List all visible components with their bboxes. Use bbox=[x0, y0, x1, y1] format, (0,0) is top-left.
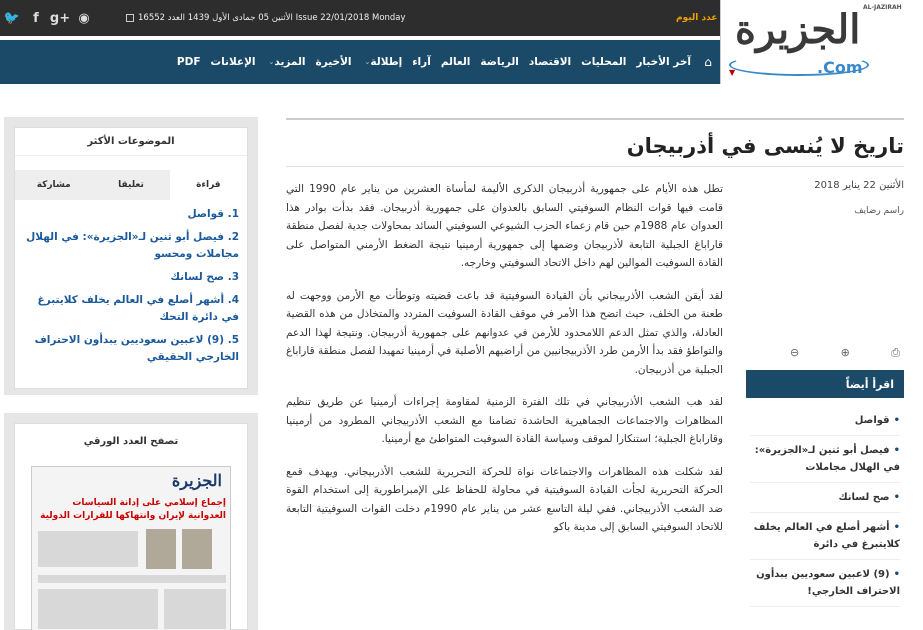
zoom-out-icon[interactable]: ⊖ bbox=[790, 346, 800, 359]
social-links bbox=[0, 0, 96, 36]
list-item[interactable]: •صح لسانك bbox=[750, 483, 900, 513]
list-item[interactable]: •(9) لاعبين سعوديين يبدأون الاحتراف الخارجي! bbox=[750, 560, 900, 607]
issue-date-text: الأثنين 05 جمادى الأول 1439 العدد 16552 Issue 22/01/2018 Monday bbox=[138, 13, 406, 23]
paper-text-block bbox=[164, 589, 226, 629]
list-item[interactable]: •فيصل أبو ثنين لـ«الجزيرة»: في الهلال مجاملات bbox=[750, 436, 900, 483]
nav-item[interactable]: ⌄ المزيد bbox=[268, 56, 306, 68]
paper-masthead: الجزيرة bbox=[171, 471, 222, 490]
logo-dotcom: .Com bbox=[817, 58, 863, 77]
zoom-in-icon[interactable]: ⊕ bbox=[840, 346, 850, 359]
print-icon[interactable]: ⎙ bbox=[891, 346, 900, 359]
twitter-icon[interactable]: 🐦 bbox=[3, 10, 21, 26]
list-item[interactable]: •أشهر أصلع في العالم يخلف كلايتبرغ في دائرة bbox=[750, 513, 900, 560]
read-also-title: اقرأ أيضاً bbox=[746, 370, 904, 398]
nav-item[interactable]: الإعلانات bbox=[210, 56, 256, 68]
bullet-icon: • bbox=[893, 492, 900, 503]
list-item[interactable]: •قواصل bbox=[750, 406, 900, 436]
calendar-icon bbox=[126, 14, 134, 22]
bullet-icon: • bbox=[893, 415, 900, 426]
nav-item[interactable]: العالم bbox=[440, 56, 471, 68]
article-paragraph: لقد أيقن الشعب الأذربيجاني بأن القيادة السوفيتية قد باعت قضيته وتوطأت مع الأرمن ووجهت له طعنة من الخلف، حيث اتضح هذا الأمر في موقف القادة السوفيت المتردد والمتخاذل من هذه القضية العادلة، والذي تمثل الدعم اللامحدود للأرمن في عدوانهم على جمهورية أذربيجان. ونتيجة لهذا الدعم والتواطؤ فقد بدأ الأرمن طرد الأذربيجانيين من أراضيهم الأصلية في أرمينيا تمهيدا لفصل منطقة قاراباغ الجبلية من أذربيجان. bbox=[286, 289, 723, 376]
article-paragraph: لقد هب الشعب الأذربيجاني في تلك الفترة الزمنية لمقاومة إجراءات أرمينيا عن طريق تنظيم المظاهرات والاجتماعات الجماهيرية الحاشدة تضامنا مع الشعب الأذربيجاني المطرود من أرمينيا وقاراباغ الجبلية؛ استنكارا لموقف وسياسة القادة السوفيت المتواطئ مع أرمينيا. bbox=[286, 396, 723, 445]
article-body bbox=[286, 180, 723, 630]
read-also-box bbox=[746, 370, 904, 630]
nav-items bbox=[172, 40, 720, 84]
nav-item[interactable]: الأخيرة bbox=[315, 56, 352, 68]
paper-edition-title: تصفح العدد الورقي bbox=[83, 435, 179, 447]
nav-item[interactable]: الاقتصاد bbox=[528, 56, 572, 68]
tab-commented[interactable]: تعليقا bbox=[118, 180, 144, 190]
google-plus-icon[interactable]: g+ bbox=[49, 10, 71, 26]
rss-icon[interactable]: ◉ bbox=[78, 10, 90, 26]
paper-photo bbox=[146, 529, 176, 569]
list-item[interactable]: 3. صح لسانك bbox=[170, 271, 239, 283]
paper-photo bbox=[182, 529, 212, 569]
paper-text-block bbox=[38, 575, 226, 583]
most-topics-list bbox=[15, 200, 247, 366]
paper-edition-panel bbox=[14, 423, 248, 630]
article-divider bbox=[286, 166, 904, 167]
bullet-icon: • bbox=[893, 445, 900, 456]
tab-read[interactable]: قراءة bbox=[170, 170, 247, 200]
chevron-down-icon: ⌄ bbox=[364, 58, 371, 66]
issue-date bbox=[126, 0, 406, 36]
nav-item[interactable]: ⌄ إطلالة bbox=[364, 56, 403, 68]
home-icon[interactable]: ⌂ bbox=[704, 55, 712, 69]
article-tools bbox=[790, 346, 900, 362]
nav-item[interactable]: آخر الأخبار bbox=[636, 56, 691, 68]
nav-item[interactable]: PDF bbox=[176, 56, 201, 68]
main-nav bbox=[0, 40, 720, 84]
logo-english: AL-JAZIRAH bbox=[863, 4, 902, 11]
tab-shared[interactable]: مشاركة bbox=[36, 180, 71, 190]
list-item[interactable]: 2. فيصل أبو ثنين لـ«الجزيرة»: في الهلال مجاملات ومحسو bbox=[26, 231, 239, 260]
chevron-down-icon[interactable]: ▼ bbox=[729, 68, 736, 77]
list-item[interactable]: 5. (9) لاعبين سعوديين يبدأون الاحتراف الخارجي الحقيقي bbox=[34, 334, 239, 363]
nav-item[interactable]: المحليات bbox=[581, 56, 627, 68]
article-author[interactable]: راسم رضايف bbox=[854, 206, 904, 216]
today-issue-link[interactable]: عدد اليوم bbox=[676, 13, 718, 23]
logo-arabic: الجزيرة bbox=[735, 6, 861, 53]
bullet-icon: • bbox=[893, 522, 900, 533]
paper-text-block bbox=[38, 589, 158, 629]
facebook-icon[interactable]: f bbox=[33, 10, 39, 26]
paper-thumbnail[interactable] bbox=[31, 466, 231, 630]
read-also-list bbox=[746, 398, 904, 607]
article-paragraph: لقد شكلت هذه المظاهرات والاجتماعات نواة للحركة التحريرية للشعب الأذربيجاني. ويهدف قمع الحركة التحريرية لجأت القيادة السوفيتية في محاولة للحفاظ على الإمبراطورية إلى استخدام القوة ضد الشعب الأذربيجاني. ففي ليلة التاسع عشر من يناير عام 1990م دخلت القوات السوفيتية التابعة للاتحاد السوفيتي السابق إلى مدينة باكو bbox=[286, 465, 723, 533]
most-topics-widget bbox=[4, 117, 258, 395]
paper-edition-widget bbox=[4, 413, 258, 630]
article-title: تاريخ لا يُنسى في أذربيجان bbox=[626, 134, 904, 158]
list-item[interactable]: 4. أشهر أصلع في العالم يخلف كلايتبرغ في دائرة التحك bbox=[37, 294, 239, 323]
list-item[interactable]: 1. قواصل bbox=[187, 208, 239, 220]
paper-headline: إجماع إسلامي على إدانة السياسات العدوانية لإيران وانتهاكها للقرارات الدولية bbox=[40, 498, 226, 521]
article-date: الأثنين 22 يناير 2018 bbox=[814, 180, 904, 191]
most-topics-title: الموضوعات الأكثر bbox=[15, 128, 247, 156]
paper-text-block bbox=[38, 531, 138, 567]
article-top-rule bbox=[286, 118, 904, 120]
most-topics-tabs bbox=[15, 170, 247, 200]
most-topics-panel bbox=[14, 127, 248, 389]
site-logo[interactable] bbox=[720, 0, 923, 84]
article-paragraph: تطل هذه الأيام على جمهورية أذربيجان الذكرى الأليمة لمأساة العشرين من يناير عام 1990 التي قامت فيها قوات النظام السوفيتي السابق بالعدوان على جمهورية أذربيجان. فقد بدأت بوادر هذا العدوان عام 1988م حين قام زعماء الحزب الشيوعي السوفيتي السائد بمحاولات جدية لفصل منطقة قاراباغ الجبلية التابعة لأذربيجان وضمها إلى جمهورية أرمينيا نتيجة الضغط الأرمني المتواصل على القادة السوفيت الموالين لهم داخل الاتحاد السوفيتي وخارجه. bbox=[286, 183, 723, 269]
bullet-icon: • bbox=[893, 569, 900, 580]
nav-item[interactable]: آراء bbox=[412, 56, 431, 68]
nav-item[interactable]: الرياضة bbox=[480, 56, 519, 68]
chevron-down-icon: ⌄ bbox=[268, 58, 275, 66]
